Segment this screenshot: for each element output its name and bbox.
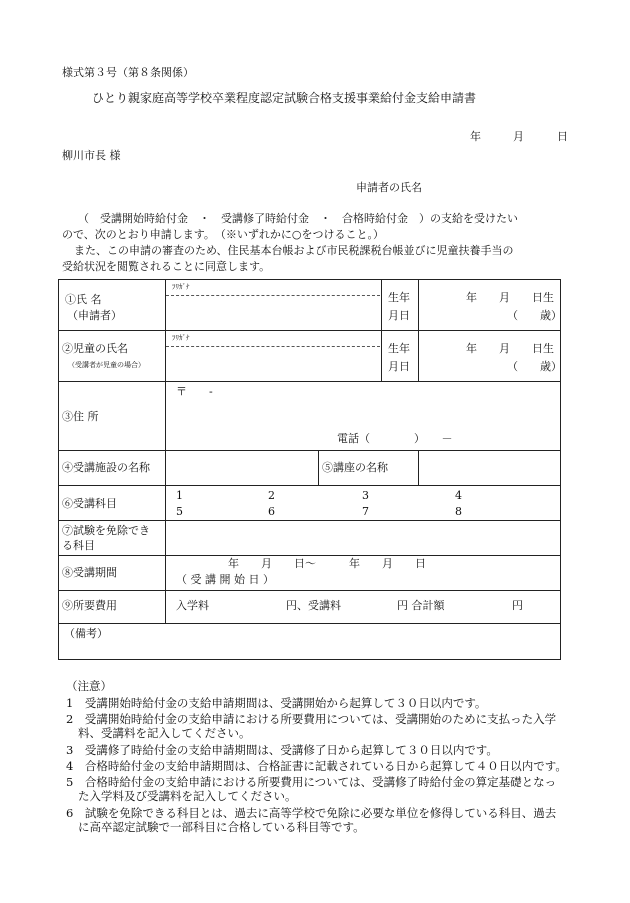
row-divider xyxy=(58,623,561,624)
table-border-right xyxy=(560,279,561,660)
subject-number: 6 xyxy=(268,505,275,518)
note-1: 1 受講開始時給付金の支給申請期間は、受講開始から起算して３０日以内です。 xyxy=(66,696,487,710)
addressee: 柳川市長 様 xyxy=(62,149,121,162)
phone-field: 電話（ ） － xyxy=(337,432,453,445)
label-column-divider xyxy=(165,279,166,623)
row-divider xyxy=(58,330,561,331)
furigana-label: ﾌﾘｶﾞﾅ xyxy=(172,283,190,291)
note-2-line-2: 料、受講料を記入してください。 xyxy=(78,726,251,740)
row-divider xyxy=(58,520,561,521)
subject-number: 5 xyxy=(176,505,183,518)
date-year-label: 年 xyxy=(470,130,481,143)
child-birthdate: 年 月 日生 xyxy=(466,342,554,355)
note-6-line-1: 6 試験を免除できる科目とは、過去に高等学校で免除に必要な単位を修得している科目、過去 xyxy=(66,806,557,820)
applicant-birthdate: 年 月 日生 xyxy=(466,291,554,304)
costs-label: ⑨所要費用 xyxy=(62,599,117,612)
applicant-name-label-cell: ①氏 名 xyxy=(65,293,102,306)
row-divider xyxy=(58,590,561,591)
total-label: 円 合計額 xyxy=(397,599,445,612)
applicant-name-label: 申請者の氏名 xyxy=(356,181,422,194)
child-name-label: ②児童の氏名 xyxy=(62,342,128,355)
period-dates: 年 月 日～ 年 月 日 xyxy=(228,557,426,570)
intro-line-2: ので、次のとおり申請します。 （※いずれかに○をつけること。） xyxy=(62,228,384,241)
subject-number: 8 xyxy=(455,505,462,518)
note-6-line-2: に高卒認定試験で一部科目に合格している科目等です。 xyxy=(78,820,365,834)
subjects-label: ⑥受講科目 xyxy=(62,497,117,510)
subject-number: 4 xyxy=(455,489,462,502)
course-name-label: ⑤講座の名称 xyxy=(322,461,388,474)
date-day-label: 日 xyxy=(557,130,568,143)
row-divider xyxy=(58,381,561,382)
course-name-divider-left xyxy=(318,450,319,485)
table-border-left xyxy=(58,279,59,660)
note-5-line-1: 5 合格時給付金の支給申請における所要費用については、受講修了時給付金の算定基礎となっ xyxy=(66,775,557,789)
address-label: ③住 所 xyxy=(62,410,99,423)
subject-number: 1 xyxy=(176,489,183,502)
intro-line-3: また、この申請の審査のため、住民基本台帳および市民税課税台帳並びに児童扶養手当の xyxy=(74,244,514,257)
furigana-separator xyxy=(166,295,380,296)
child-note-label: （受講者が児童の場合） xyxy=(68,361,145,369)
remarks-label: （備考） xyxy=(64,627,108,640)
furigana-separator xyxy=(166,346,380,347)
subject-number: 7 xyxy=(362,505,369,518)
birth-label-2: 月日 xyxy=(388,309,410,322)
form-title: ひとり親家庭高等学校卒業程度認定試験合格支援事業給付金支給申請書 xyxy=(92,91,477,105)
table-border-bottom xyxy=(58,659,561,660)
applicant-role-label: （申請者） xyxy=(67,309,122,322)
furigana-label: ﾌﾘｶﾞﾅ xyxy=(172,334,190,342)
period-start-note: （ 受 講 開 始 日 ） xyxy=(176,573,274,586)
table-border-top xyxy=(58,279,561,280)
notes-heading: （注意） xyxy=(66,679,112,693)
note-3: 3 受講修了時給付金の支給申請期間は、受講修了日から起算して３０日以内です。 xyxy=(66,743,498,757)
course-name-divider-right xyxy=(418,450,419,485)
row-divider xyxy=(58,555,561,556)
subject-number: 3 xyxy=(362,489,369,502)
note-5-line-2: た入学料及び受講料を記入してください。 xyxy=(78,789,297,803)
birth-divider-right xyxy=(418,279,419,381)
note-4: 4 合格時給付金の支給申請期間は、合格証書に記載されている日から起算して４０日以内です。 xyxy=(66,759,567,773)
period-label: ⑧受講期間 xyxy=(62,566,117,579)
birth-label-2: 月日 xyxy=(388,360,410,373)
child-age: （ 歳） xyxy=(507,360,562,373)
tuition-label: 円、受講料 xyxy=(286,599,341,612)
facility-name-label: ④受講施設の名称 xyxy=(62,461,150,474)
birth-label-1: 生年 xyxy=(388,342,410,355)
row-divider xyxy=(58,450,561,451)
subject-number: 2 xyxy=(268,489,275,502)
intro-line-4: 受給状況を閲覧されることに同意します。 xyxy=(62,260,271,273)
postal-code-field: 〒 - xyxy=(176,385,213,398)
birth-label-1: 生年 xyxy=(388,291,410,304)
intro-line-1: （ 受講開始時給付金 ・ 受講修了時給付金 ・ 合格時給付金 ）の支給を受けたい xyxy=(78,212,518,225)
birth-divider-left xyxy=(381,279,382,381)
exempt-subjects-label-2: る科目 xyxy=(62,539,95,552)
exempt-subjects-label-1: ⑦試験を免除でき xyxy=(62,524,150,537)
applicant-age: （ 歳） xyxy=(507,309,562,322)
row-divider xyxy=(58,485,561,486)
entrance-fee-label: 入学料 xyxy=(176,599,209,612)
note-2-line-1: 2 受講開始時給付金の支給申請における所要費用については、受講開始のために支払った入学 xyxy=(66,712,557,726)
total-yen-label: 円 xyxy=(512,599,523,612)
form-number: 様式第３号（第８条関係） xyxy=(62,66,194,79)
date-month-label: 月 xyxy=(513,130,524,143)
